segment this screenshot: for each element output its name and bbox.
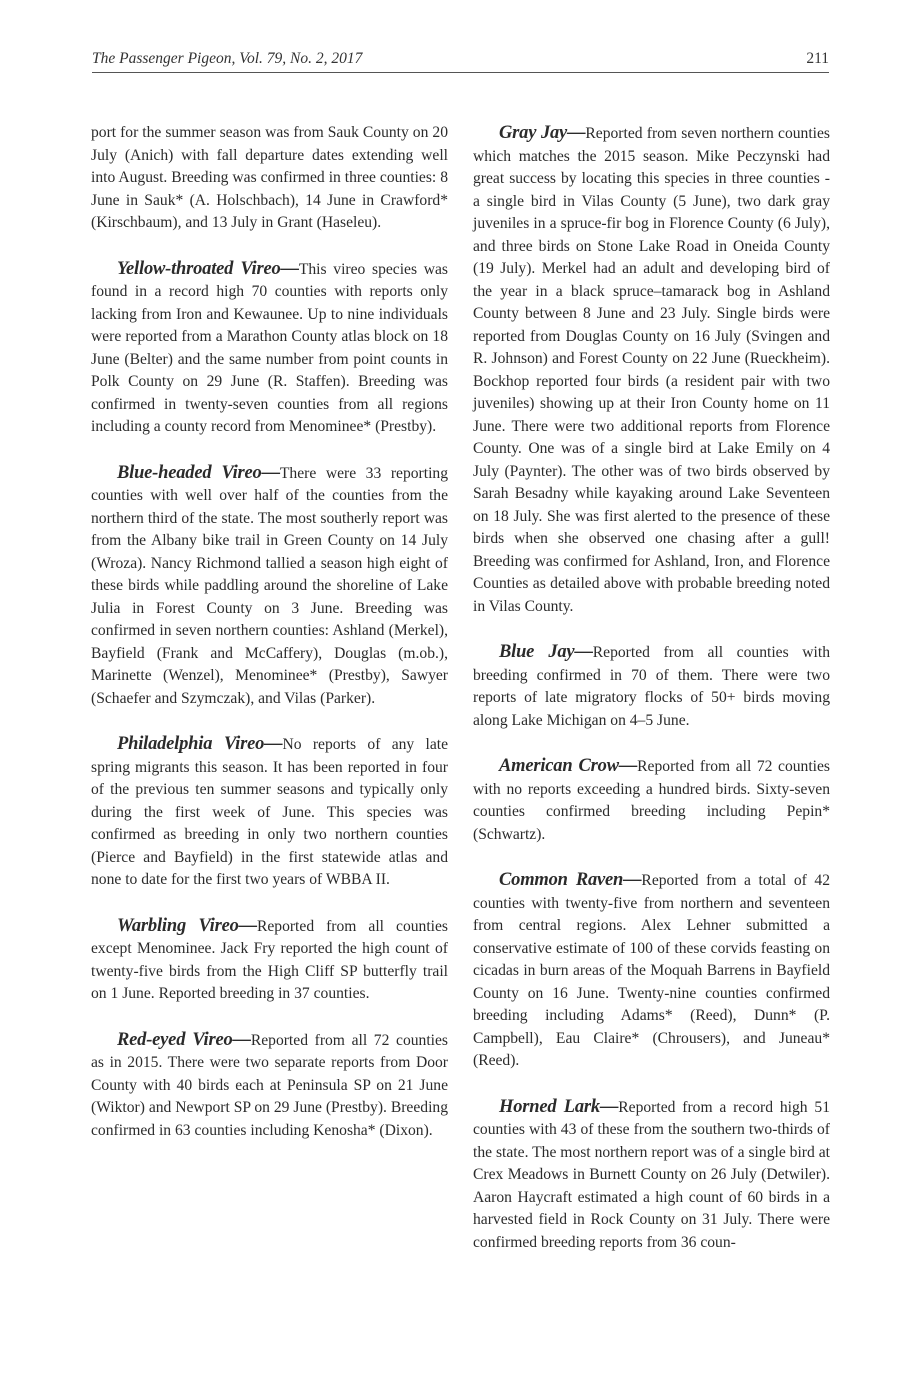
species-account xyxy=(473,122,830,618)
account-text: Reported from all counties with breeding confirmed in 70 of them. There were two reports of late migratory flocks of 50+ birds moving along Lake Michigan on 4–5 June. xyxy=(473,644,831,729)
account-text: Reported from a record high 51 counties with 43 of these from the southern two-thirds of the state. The most northern report was of a single bird at Crex Meadows in Burnett County on 26 July (Detwiler). Aaron Haycraft estimated a high count of 60 birds in a harvested field in Rock County on 31 July. There were confirmed breeding reports from 36 coun- xyxy=(473,1098,830,1251)
species-name: Red-eyed Vireo— xyxy=(117,1029,251,1050)
account-text: This vireo species was found in a record high 70 counties with reports only lacking from Iron and Kewaunee. Up to nine individuals were reported from a Marathon County atlas block on 18 June (Belter) and the same number from point counts in Polk County on 29 June (R. Staffen). Breeding was confirmed in twenty-seven counties from all regions including a county record from Menominee* (Prestby). xyxy=(91,260,448,435)
species-account xyxy=(91,915,448,1006)
account-text: Reported from all counties except Menominee. Jack Fry reported the high count of twenty-five birds from the High Cliff SP butterfly trail on 1 June. Reported breeding in 37 counties. xyxy=(91,917,448,1002)
left-column xyxy=(91,122,448,1165)
species-account xyxy=(91,122,448,235)
species-account xyxy=(91,1029,448,1143)
species-name: American Crow— xyxy=(499,756,638,776)
right-column xyxy=(473,122,830,1277)
journal-title: The Passenger Pigeon, Vol. 79, No. 2, 2017 xyxy=(92,50,363,67)
species-account xyxy=(91,733,448,892)
account-text: Reported from all 72 counties with no reports exceeding a hundred birds. Sixty-seven counties confirmed breeding including Pepin* (Schwartz). xyxy=(473,758,831,843)
species-name: Warbling Vireo— xyxy=(117,915,257,936)
account-text: port for the summer season was from Sauk County on 20 July (Anich) with fall departure dates extending well into August. Breeding was confirmed in three counties: 8 June in Sauk* (A. Holschbach), 14 June in Crawford* (Kirschbaum), and 13 July in Grant (Haseleu). xyxy=(91,124,448,231)
species-account xyxy=(473,1096,830,1255)
species-name: Horned Lark— xyxy=(499,1096,619,1117)
species-name: Blue-headed Vireo— xyxy=(117,462,280,483)
page-number: 211 xyxy=(806,50,829,67)
species-account xyxy=(91,462,448,711)
species-account xyxy=(473,755,830,846)
species-name: Yellow-throated Vireo— xyxy=(117,258,299,279)
species-account xyxy=(91,258,448,439)
account-text: Reported from seven northern counties which matches the 2015 season. Mike Peczynski had great success by locating this species in three counties - a single bird in Vilas County (5 June), two dark gray juveniles in a spruce-fir bog in Florence County (6 July), and three birds on Stone Lake Road in Oneida County (19 July). Merkel had an adult and developing bird of the year in a black spruce–tamarack bog in Ashland County between 8 June and 23 July. Single birds were reported from Douglas County on 16 July (Svingen and R. Johnson) and Forest County on 22 June (Rueckheim). Bockhop reported four birds (a resident pair with two juveniles) showing up at their Iron County home on 11 June. There were two additional reports from Florence County. One was of a single bird at Lake Emily on 4 July (Paynter). The other was of two birds observed by Sarah Besadny while kayaking around Lake Seventeen on 18 July. She was first alerted to the presence of these birds when she observed one chasing after a gull! Breeding was confirmed for Ashland, Iron, and Florence Counties as detailed above with probable breeding noted in Vilas County. xyxy=(473,125,830,615)
species-name: Philadelphia Vireo— xyxy=(117,734,283,754)
account-text: No reports of any late spring migrants this season. It has been reported in four of the previous ten summer seasons and typically only during the first week of June. This species was confirmed as breeding in only two northern counties (Pierce and Bayfield) in the first statewide atlas and none to date for the first two years of WBBA II. xyxy=(91,736,448,888)
species-account xyxy=(473,641,830,732)
species-account xyxy=(473,869,830,1073)
account-text: Reported from all 72 counties as in 2015. There were two separate reports from Door County with 40 birds each at Peninsula SP on 21 June (Wiktor) and Newport SP on 29 June (Prestby). Breeding confirmed in 63 counties including Kenosha* (Dixon). xyxy=(91,1031,448,1139)
species-name: Common Raven— xyxy=(499,870,642,890)
species-name: Gray Jay— xyxy=(499,123,586,143)
account-text: Reported from a total of 42 counties with twenty-five from northern and seventeen from central regions. Alex Lehner submitted a conservative estimate of 100 of these corvids feasting on cicadas in burn areas of the Moquah Barrens in Bayfield County on 16 June. Twenty-nine counties confirmed breeding including Adams* (Reed), Dunn* (P. Campbell), Eau Claire* (Chrousers), and Juneau* (Reed). xyxy=(473,872,831,1069)
species-name: Blue Jay— xyxy=(499,642,593,662)
account-text: There were 33 reporting counties with well over half of the counties from the northern third of the state. The most southerly report was from the Albany bike trail in Green County on 14 July (Wroza). Nancy Richmond tallied a season high eight of these birds while paddling around the shoreline of Lake Julia in Forest County on 3 June. Breeding was confirmed in seven northern counties: Ashland (Merkel), Bayfield (Frank and McCaffery), Douglas (m.ob.), Marinette (Wenzel), Menominee* (Prestby), Sawyer (Schaefer and Szymczak), and Vilas (Parker). xyxy=(91,464,448,707)
running-header xyxy=(92,50,829,73)
